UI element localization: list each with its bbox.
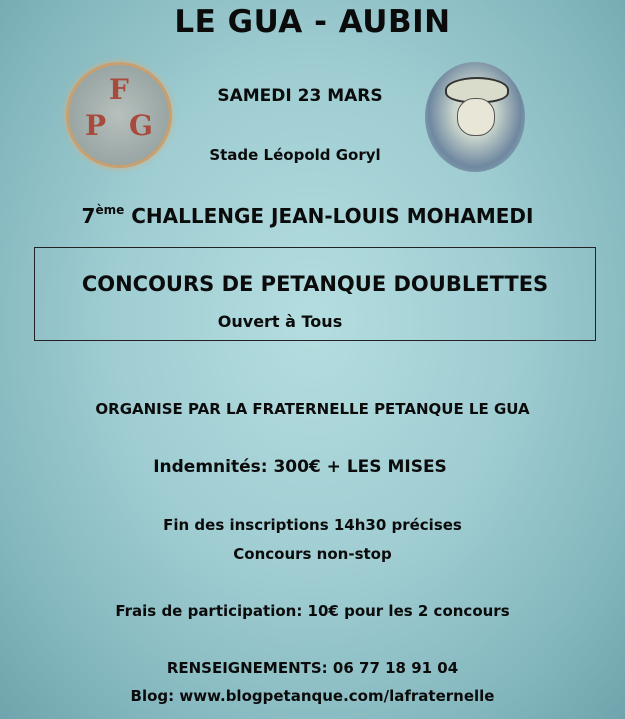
poster-title: LE GUA - AUBIN	[174, 4, 451, 40]
blog-link[interactable]: Blog: www.blogpetanque.com/lafraternelle	[130, 687, 495, 705]
participation-fee: Frais de participation: 10€ pour les 2 concours	[115, 602, 510, 620]
registration-deadline: Fin des inscriptions 14h30 précises	[163, 516, 462, 534]
contact-phone: RENSEIGNEMENTS: 06 77 18 91 04	[166, 659, 459, 677]
event-date: SAMEDI 23 MARS	[217, 86, 383, 106]
challenge-name: CHALLENGE JEAN-LOUIS MOHAMEDI	[131, 204, 534, 228]
concours-title: CONCOURS DE PETANQUE DOUBLETTES	[81, 272, 549, 296]
logo-letter-p: P	[85, 109, 107, 142]
nonstop-note: Concours non-stop	[233, 545, 392, 563]
logo-letter-g: G	[129, 109, 153, 142]
challenge-title	[0, 203, 615, 228]
challenge-number: 7	[81, 204, 96, 228]
prize-money: Indemnités: 300€ + LES MISES	[153, 457, 447, 477]
challenge-suffix: ème	[95, 203, 125, 217]
open-to-all: Ouvert à Tous	[217, 312, 343, 331]
logo-letter-f: F	[109, 73, 129, 106]
organizer: ORGANISE PAR LA FRATERNELLE PETANQUE LE GUA	[95, 400, 530, 418]
event-venue: Stade Léopold Goryl	[209, 146, 381, 164]
